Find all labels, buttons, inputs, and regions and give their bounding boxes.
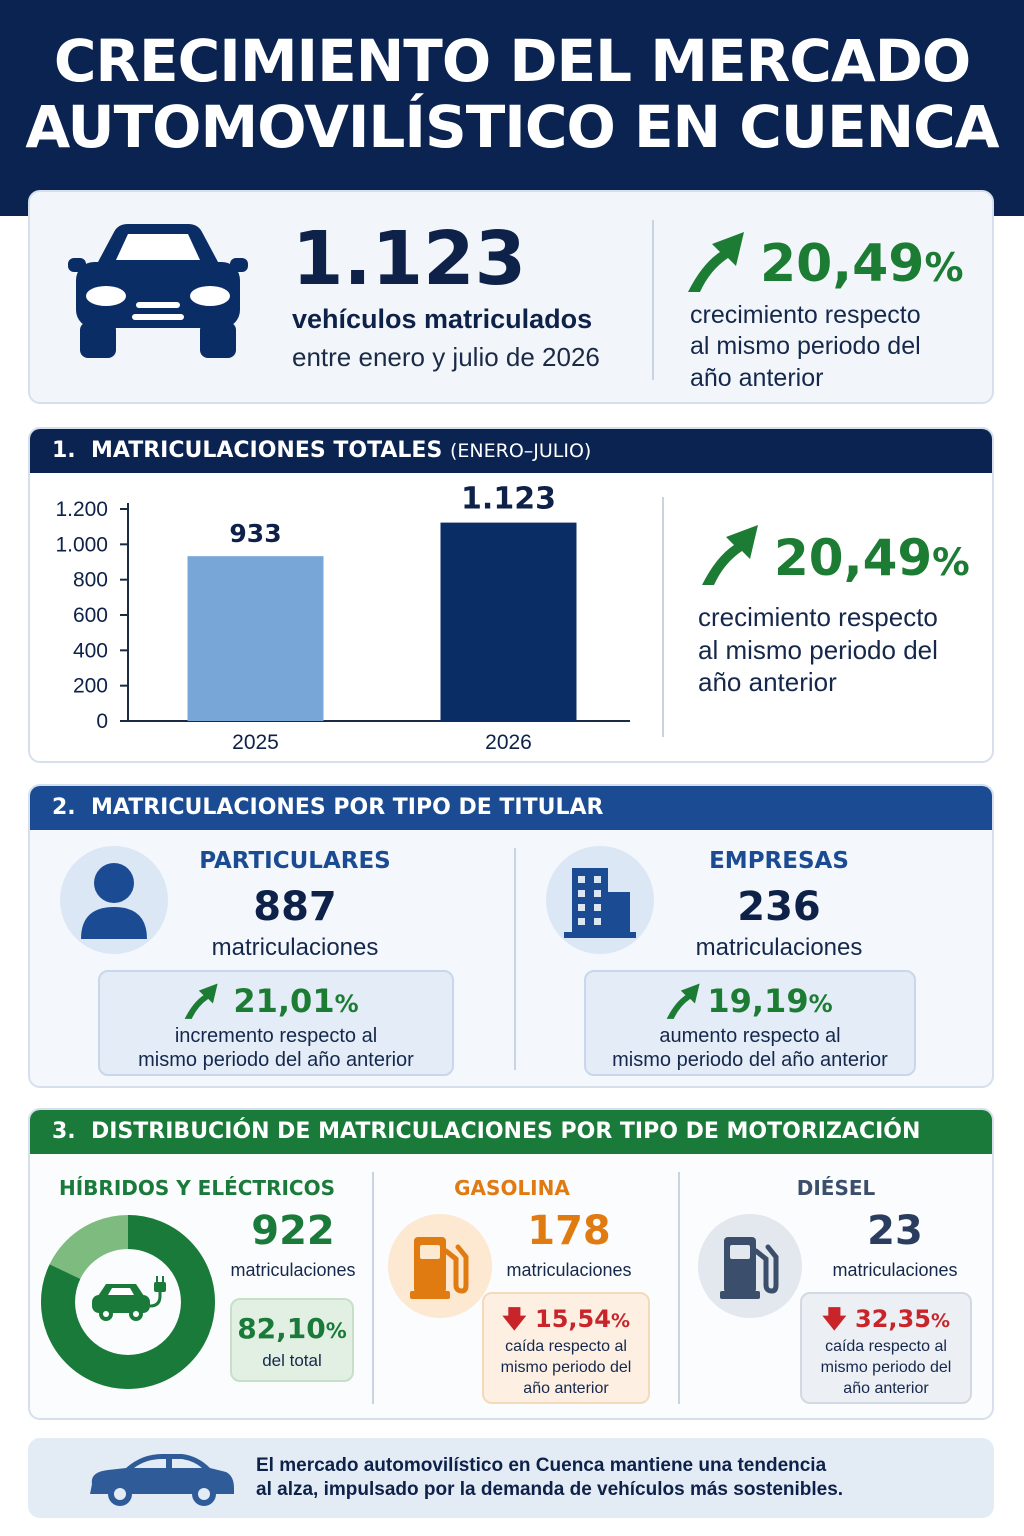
title-line-2: AUTOMOVILÍSTICO EN CUENCA: [25, 93, 999, 161]
title-line-1: CRECIMIENTO DEL MERCADO: [53, 27, 971, 95]
empresas-unit: matriculaciones: [695, 934, 863, 961]
header: [0, 0, 1024, 216]
empresas-growth-percent: 19,19%: [707, 982, 833, 1020]
bar-value-label: 1.123: [461, 481, 556, 517]
x-tick-label: 2025: [232, 731, 279, 754]
y-tick-label: 200: [72, 674, 108, 698]
y-tick-label: 1.200: [55, 498, 108, 521]
particulares-growth-percent: 21,01%: [233, 982, 359, 1020]
down-arrow-icon: 🡇: [821, 1305, 847, 1333]
summary-growth-text: crecimiento respecto al mismo periodo del año anterior: [690, 301, 921, 392]
hibridos-value: 922: [251, 1208, 335, 1254]
gasolina-change-percent: 🡇 15,54%: [501, 1305, 630, 1333]
hibridos-unit: matriculaciones: [230, 1260, 356, 1280]
divider: [662, 497, 664, 737]
period-label: entre enero y julio de 2026: [292, 342, 600, 372]
bar-2025: [188, 556, 324, 721]
y-tick-label: 0: [96, 710, 108, 733]
diesel-value: 23: [867, 1208, 923, 1254]
hibridos-share-label: del total: [262, 1351, 322, 1370]
gasolina-value: 178: [527, 1208, 611, 1254]
y-tick-label: 1.000: [55, 533, 108, 557]
y-tick-label: 600: [72, 604, 108, 627]
empresas-title: EMPRESAS: [709, 848, 849, 874]
divider: [514, 848, 516, 1070]
car-icon: [68, 224, 248, 358]
growth-arrow-icon: [682, 226, 746, 294]
section-engine-type: [28, 1108, 994, 1420]
gasolina-icon-circle: [388, 1214, 492, 1318]
empresas-growth-text: aumento respecto al mismo periodo del año anterior: [612, 1025, 888, 1071]
total-registrations-label: vehículos matriculados: [292, 304, 593, 334]
summary-growth-percent: 20,49%: [760, 234, 964, 294]
person-icon-circle: [60, 846, 168, 954]
growth-arrow-icon: [696, 519, 760, 587]
footer-text: El mercado automovilístico en Cuenca mantiene una tendencia al alza, impulsado por la demanda de vehículos más sostenibles.: [256, 1455, 844, 1500]
total-registrations-value: 1.123: [292, 216, 527, 302]
gasolina-unit: matriculaciones: [506, 1260, 632, 1280]
diesel-icon-circle: [698, 1214, 802, 1318]
gasolina-change-box: [482, 1292, 650, 1404]
footer-banner: [28, 1438, 994, 1518]
divider: [652, 220, 654, 380]
diesel-change-box: [800, 1292, 972, 1404]
particulares-value: 887: [253, 884, 337, 930]
diesel-unit: matriculaciones: [832, 1260, 958, 1280]
bar-value-label: 933: [229, 519, 282, 549]
bar-chart: [30, 473, 650, 763]
section-2-header: 2. MATRICULACIONES POR TIPO DE TITULAR: [30, 786, 992, 830]
hibridos-title: HÍBRIDOS Y ELÉCTRICOS: [59, 1176, 335, 1200]
fuel-pump-icon: [720, 1233, 780, 1299]
section1-growth-text: crecimiento respecto al mismo periodo del año anterior: [698, 602, 938, 697]
gasolina-title: GASOLINA: [454, 1176, 570, 1200]
particulares-unit: matriculaciones: [211, 934, 379, 961]
page-title: [25, 28, 998, 160]
sedan-icon: [86, 1448, 236, 1508]
diesel-title: DIÉSEL: [796, 1176, 876, 1200]
divider: [372, 1172, 374, 1404]
divider: [678, 1172, 680, 1404]
bar-2026: [441, 523, 577, 721]
hybrid-share-donut: [38, 1212, 218, 1392]
electric-car-icon: [92, 1276, 166, 1321]
building-icon-circle: [546, 846, 654, 954]
y-tick-label: 800: [72, 568, 108, 592]
empresas-growth-box: [584, 970, 916, 1076]
section-total-registrations: [28, 427, 994, 763]
particulares-growth-text: incremento respecto al mismo periodo del año anterior: [138, 1025, 414, 1071]
hibridos-share-box: [230, 1298, 354, 1382]
section1-growth-percent: 20,49%: [774, 529, 970, 587]
building-icon: [562, 862, 638, 938]
x-tick-label: 2026: [485, 731, 532, 754]
section-3-header: 3. DISTRIBUCIÓN DE MATRICULACIONES POR TIPO DE MOTORIZACIÓN: [30, 1110, 992, 1154]
y-tick-label: 400: [72, 639, 108, 663]
diesel-change-percent: 🡇 32,35%: [821, 1305, 950, 1333]
person-icon: [79, 861, 149, 939]
section-owner-type: [28, 784, 994, 1088]
gasolina-change-text: caída respecto al mismo periodo del año anterior: [500, 1338, 632, 1397]
summary-card: [28, 190, 994, 404]
down-arrow-icon: 🡇: [501, 1305, 527, 1333]
hibridos-share-percent: 82,10%: [237, 1312, 347, 1345]
particulares-title: PARTICULARES: [199, 848, 391, 874]
empresas-value: 236: [737, 884, 821, 930]
section-1-header: 1. MATRICULACIONES TOTALES (ENERO–JULIO): [30, 429, 992, 473]
fuel-pump-icon: [410, 1233, 470, 1299]
particulares-growth-box: [98, 970, 454, 1076]
diesel-change-text: caída respecto al mismo periodo del año anterior: [820, 1338, 952, 1397]
